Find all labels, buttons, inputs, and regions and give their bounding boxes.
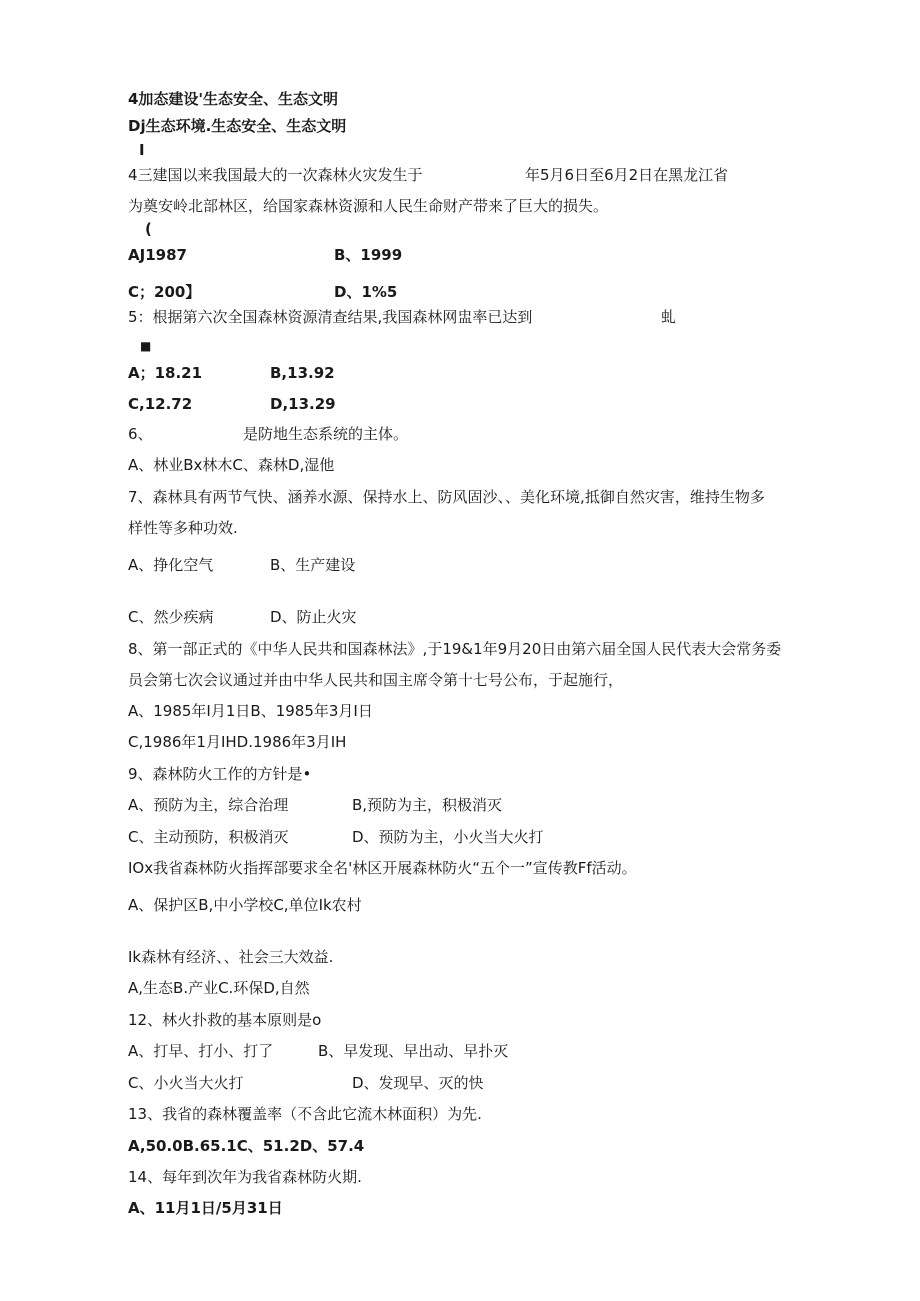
option-a: A、预防为主，综合治理 <box>128 796 289 814</box>
option-a: A、打早、打小、打了 <box>128 1042 274 1060</box>
question-5-unit: 虬 <box>661 308 677 326</box>
option-d: D,13.29 <box>270 395 336 413</box>
option-line: Dj生态环境.生态安全、生态文明 <box>128 117 347 135</box>
option-b: B、1999 <box>334 246 403 264</box>
question-4-text: 4三建国以来我国最大的一次森林火灾发生于 <box>128 166 423 184</box>
option-a: A；18.21 <box>128 364 203 382</box>
option-d: D、发现早、灭的快 <box>352 1074 484 1092</box>
question-14-text: 14、每年到次年为我省森林防火期. <box>128 1168 362 1186</box>
question-6-text: 是防地生态系统的主体。 <box>243 425 409 443</box>
option-d: D、1%5 <box>334 283 398 301</box>
option-c: C,12.72 <box>128 395 193 413</box>
question-6-number: 6、 <box>128 425 153 443</box>
option-c: C、主动预防，积极消灭 <box>128 828 289 846</box>
question-13-text: 13、我省的森林覆盖率（不含此它流木林面积）为先. <box>128 1105 482 1123</box>
option-a: AJ1987 <box>128 246 187 264</box>
option-b: B,预防为主，积极消灭 <box>352 796 503 814</box>
question-6-options: A、林业Bx林木C、森林D,湿他 <box>128 456 335 474</box>
option-line: 4加态建设'生态安全、生态文明 <box>128 90 339 108</box>
question-8-text: 8、第一部正式的《中华人民共和国森林法》,于19&1年9月20日由第六届全国人民代表大会常务委 <box>128 640 782 658</box>
question-9-text: 9、森林防火工作的方针是• <box>128 765 312 783</box>
option-c: C；200】 <box>128 283 201 301</box>
option-a: A、挣化空气 <box>128 556 214 574</box>
answer-paren: ( <box>145 220 152 238</box>
question-13-options: A,50.0B.65.1C、51.2D、57.4 <box>128 1137 365 1155</box>
question-11-text: Ik森林有经济、、社会三大效益. <box>128 948 334 966</box>
question-12-text: 12、林火扑救的基本原则是o <box>128 1011 322 1029</box>
question-8-options-cd: C,1986年1月IHD.1986年3月IH <box>128 733 347 751</box>
question-8-options-ab: A、1985年I月1日B、1985年3月I日 <box>128 702 373 720</box>
question-8-text-line2: 员会第七次会议通过并由中华人民共和国主席令第十七号公布，于起施行， <box>128 671 624 689</box>
question-4-text-line2: 为奠安岭北部林区，给国家森林资源和人民生命财产带来了巨大的损失。 <box>128 197 609 215</box>
option-c: C、小火当大火打 <box>128 1074 244 1092</box>
question-4-text-cont: 年5月6日至6月2日在黑龙江省 <box>525 166 729 184</box>
option-b: B、生产建设 <box>270 556 356 574</box>
option-a: A、11月1日/5月31日 <box>128 1199 283 1217</box>
bullet-mark: ■ <box>140 339 152 353</box>
option-d: D、预防为主，小火当大火打 <box>352 828 544 846</box>
question-11-options: A,生态B.产业C.环保D,自然 <box>128 979 310 997</box>
option-b: B、早发现、早出动、早扑灭 <box>318 1042 509 1060</box>
option-b: B,13.92 <box>270 364 335 382</box>
question-10-options: A、保护区B,中小学校C,单位Ik农村 <box>128 896 362 914</box>
question-5-text: 5：根据第六次全国森林资源清查结果,我国森林网盅率已达到 <box>128 308 533 326</box>
question-7-text-line2: 样性等多种功效. <box>128 519 238 537</box>
question-7-text: 7、森林具有两节气快、涵养水源、保持水上、防风固沙、、美化环境,抵御自然灾害，维持生物多 <box>128 488 765 506</box>
option-d: D、防止火灾 <box>270 608 357 626</box>
stray-mark: I <box>139 141 145 159</box>
option-c: C、然少疾病 <box>128 608 214 626</box>
question-10-text: IOx我省森林防火指挥部要求全名'林区开展森林防火“五个一”宣传教Ff活动。 <box>128 859 637 877</box>
